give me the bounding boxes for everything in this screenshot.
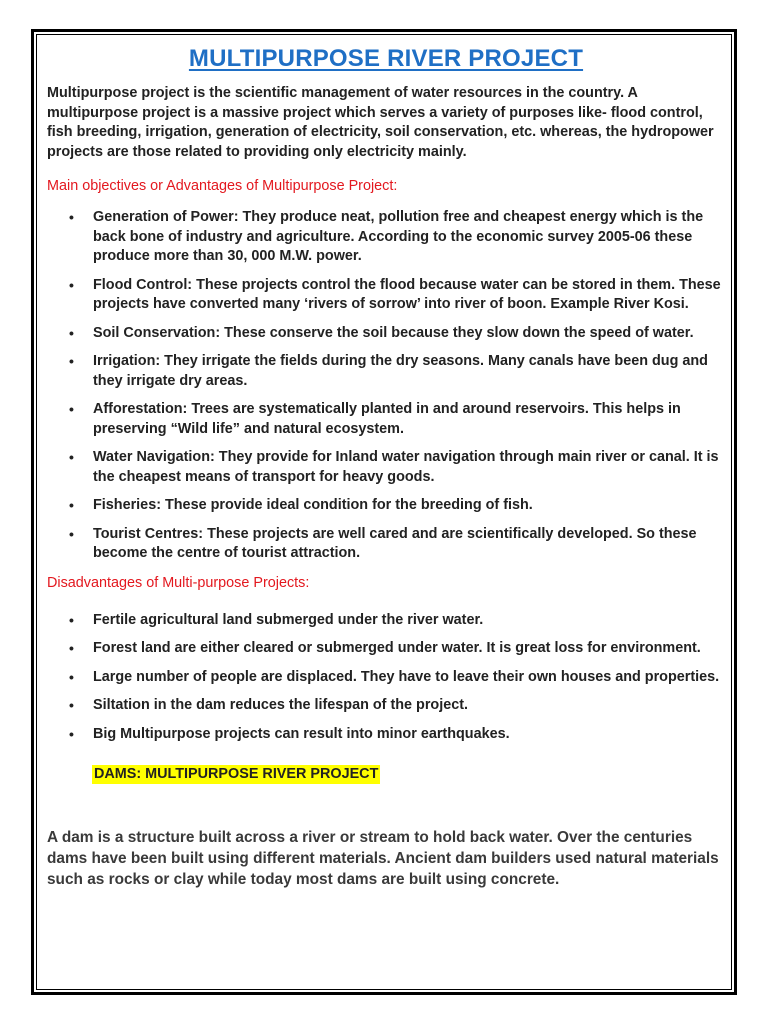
bullet-icon: •: [69, 449, 74, 465]
list-item: • Forest land are either cleared or submerged under water. It is great loss for environment.: [47, 639, 725, 659]
bullet-icon: •: [69, 497, 74, 513]
bullet-icon: •: [69, 525, 74, 542]
list-item: • Fisheries: These provide ideal condition for the breeding of fish.: [47, 496, 725, 516]
bullet-icon: •: [69, 401, 74, 417]
dams-paragraph: A dam is a structure built across a river or stream to hold back water. Over the centuries dams have been built using different materials. Ancient dam builders used natural materials such as rocks or clay while today most dams are built using concrete.: [47, 829, 719, 888]
advantages-list: [47, 208, 725, 564]
list-item: • Irrigation: They irrigate the fields during the dry seasons. Many canals have been dug and they irrigate dry areas.: [69, 353, 708, 389]
list-item: • Soil Conservation: These conserve the soil because they slow down the speed of water.: [47, 324, 725, 344]
list-item: • Tourist Centres: These projects are well cared and are scientifically developed. So these become the centre of tourist attraction.: [69, 525, 697, 561]
list-item: • Water Navigation: They provide for Inland water navigation through main river or canal. It is the cheapest means of transport for heavy goods.: [69, 449, 719, 485]
dams-highlighted-heading: DAMS: MULTIPURPOSE RIVER PROJECT: [94, 766, 379, 782]
intro-paragraph: Multipurpose project is the scientific management of water resources in the country. A multipurpose project is a massive project which serves a variety of purposes like- flood control, fish breeding, irrigation, generation of electricity, soil conservation, etc. whereas, the hydropower projects are those related to providing only electricity mainly.: [47, 85, 714, 160]
list-item: • Fertile agricultural land submerged under the river water.: [47, 611, 725, 631]
bullet-icon: •: [69, 276, 74, 293]
bullet-icon: •: [69, 353, 74, 369]
list-item: • Flood Control: These projects control the flood because water can be stored in them. These projects have converted many ‘rivers of sorrow’ into river of boon. Example River Kosi.: [69, 276, 721, 312]
list-item: • Siltation in the dam reduces the lifespan of the project.: [47, 696, 725, 716]
list-item: • Large number of people are displaced. They have to leave their own houses and properties.: [47, 668, 725, 688]
bullet-icon: •: [69, 697, 74, 713]
list-item: • Generation of Power: They produce neat, pollution free and cheapest energy which is the back bone of industry and agriculture. According to the economic survey 2005-06 these produce more than 30, 000 M.W. power.: [69, 209, 704, 264]
bullet-icon: •: [69, 725, 74, 742]
bullet-icon: •: [69, 324, 74, 341]
bullet-icon: •: [69, 611, 74, 628]
disadvantages-list: [47, 611, 725, 745]
disadvantages-heading: Disadvantages of Multi-purpose Projects:: [47, 574, 310, 591]
bullet-icon: •: [69, 640, 74, 656]
bullet-icon: •: [69, 668, 74, 685]
bullet-icon: •: [69, 209, 74, 225]
advantages-heading: Main objectives or Advantages of Multipurpose Project:: [47, 178, 398, 194]
page-title: MULTIPURPOSE RIVER PROJECT: [188, 45, 584, 72]
document-content: [47, 42, 725, 890]
list-item: • Big Multipurpose projects can result into minor earthquakes.: [47, 725, 725, 745]
list-item: • Afforestation: Trees are systematically planted in and around reservoirs. This helps in preserving “Wild life” and natural ecosystem.: [69, 401, 681, 437]
